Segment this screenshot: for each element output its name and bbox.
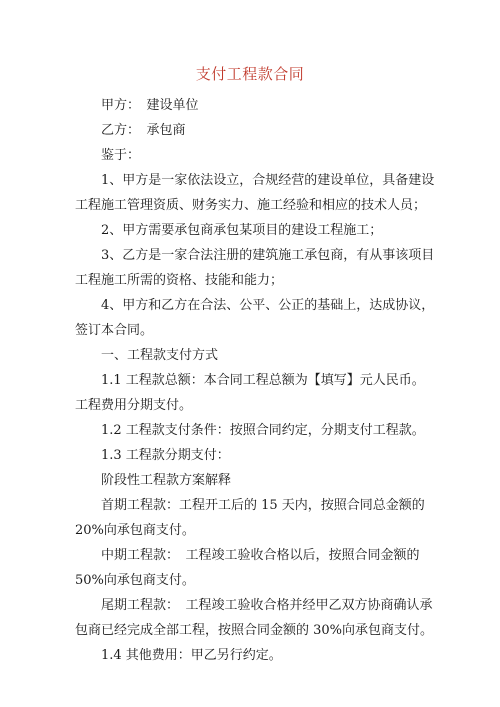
whereas-line: 鉴于： [101, 148, 141, 163]
section-1-3: 1.3 工程款分期支付： [101, 448, 230, 463]
party-b-line: 乙方： 承包商 [101, 123, 186, 138]
clause-1: 1、甲方是一家依法设立，合规经营的建设单位，具备建设工程施工管理资质、财务实力、施工经验和相应的技术人员； [75, 173, 435, 213]
section-1-2: 1.2 工程款支付条件：按照合同约定，分期支付工程款。 [101, 423, 425, 438]
first-payment: 首期工程款：工程开工后的 15 天内，按照合同总金额的 20%向承包商支付。 [75, 498, 429, 538]
mid-payment: 中期工程款： 工程竣工验收合格以后，按照合同金额的 50%向承包商支付。 [75, 548, 424, 588]
document-title: 支付工程款合同 [195, 65, 305, 83]
clause-2: 2、甲方需要承包商承包某项目的建设工程施工； [101, 223, 383, 238]
clause-3: 3、乙方是一家合法注册的建筑施工承包商，有从事该项目工程施工所需的资格、技能和能力； [75, 248, 435, 288]
section-1-heading: 一、工程款支付方式 [101, 348, 219, 363]
final-payment: 尾期工程款： 工程竣工验收合格并经甲乙双方协商确认承包商已经完成全部工程，按照合同金额的 30%向承包商支付。 [75, 598, 434, 638]
party-a-line: 甲方： 建设单位 [101, 98, 199, 113]
document-body [75, 93, 435, 668]
clause-4: 4、甲方和乙方在合法、公平、公正的基础上，达成协议，签订本合同。 [75, 298, 435, 338]
payment-plan-heading: 阶段性工程款方案解释 [101, 473, 232, 488]
section-1-1: 1.1 工程款总额：本合同工程总额为【填写】元人民币。工程费用分期支付。 [75, 373, 425, 413]
section-1-4: 1.4 其他费用：甲乙另行约定。 [101, 648, 282, 663]
